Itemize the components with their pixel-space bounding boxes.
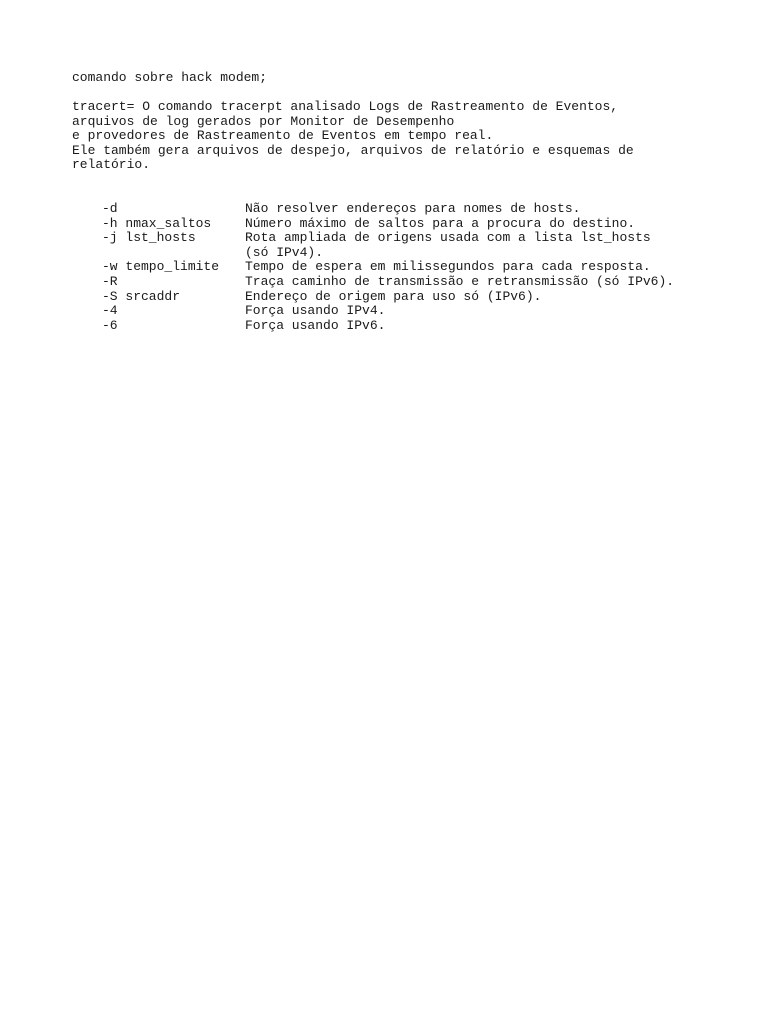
option-description-line: Endereço de origem para uso só (IPv6). — [245, 288, 542, 304]
intro-line: arquivos de log gerados por Monitor de Desempenho — [72, 113, 455, 129]
option-description-line: Rota ampliada de origens usada com a lista lst_hosts — [245, 230, 651, 246]
option-description — [245, 304, 752, 319]
spacer — [72, 86, 752, 100]
intro-line: relatório. — [72, 157, 151, 173]
option-description-line: Traça caminho de transmissão e retransmissão (só IPv6). — [245, 273, 675, 289]
option-description-line: Força usando IPv6. — [245, 317, 386, 333]
option-row — [102, 260, 752, 275]
intro-line: Ele também gera arquivos de despejo, arquivos de relatório e esquemas de — [72, 142, 634, 158]
option-description — [245, 290, 752, 305]
option-description — [245, 260, 752, 275]
option-flag: -4 — [102, 303, 118, 319]
intro-paragraph — [72, 100, 752, 173]
option-description — [245, 319, 752, 334]
option-flag: -h nmax_saltos — [102, 215, 212, 231]
option-flag: -w tempo_limite — [102, 259, 220, 275]
option-row — [102, 304, 752, 319]
option-description-line: Força usando IPv4. — [245, 303, 386, 319]
option-flag: -6 — [102, 317, 118, 333]
option-description-line: (só IPv4). — [245, 244, 324, 260]
option-description — [245, 275, 752, 290]
intro-line: tracert= O comando tracerpt analisado Logs de Rastreamento de Eventos, — [72, 98, 619, 114]
spacer — [72, 173, 752, 202]
document-page — [72, 71, 752, 333]
option-description-line: Não resolver endereços para nomes de hosts. — [245, 200, 581, 216]
option-row — [102, 202, 752, 217]
option-flag: -R — [102, 273, 118, 289]
option-row — [102, 217, 752, 232]
option-description-line: Tempo de espera em milissegundos para cada resposta. — [245, 259, 651, 275]
options-list — [102, 202, 752, 333]
option-description-line: Número máximo de saltos para a procura do destino. — [245, 215, 636, 231]
option-flag: -S srcaddr — [102, 288, 181, 304]
option-flag: -d — [102, 200, 118, 216]
document-heading: comando sobre hack modem; — [72, 70, 268, 85]
option-description — [245, 217, 752, 232]
option-description — [245, 231, 752, 260]
option-row — [102, 319, 752, 334]
intro-line: e provedores de Rastreamento de Eventos em tempo real. — [72, 128, 494, 144]
option-flag: -j lst_hosts — [102, 230, 196, 246]
option-row — [102, 231, 752, 260]
option-row — [102, 275, 752, 290]
option-description — [245, 202, 752, 217]
option-row — [102, 290, 752, 305]
